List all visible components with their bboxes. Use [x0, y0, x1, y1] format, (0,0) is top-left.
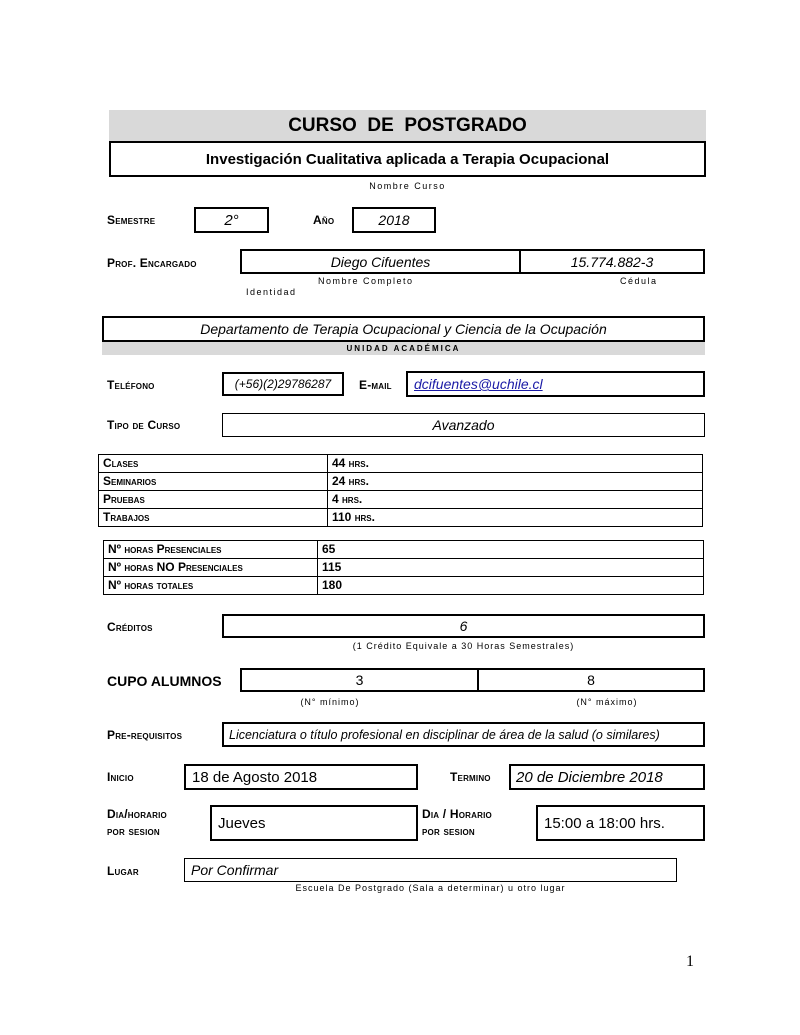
- place-caption: Escuela De Postgrado (Sala a determinar) u otro lugar: [295, 883, 566, 893]
- email-field[interactable]: [406, 371, 705, 397]
- credits-caption: (1 Crédito Equivale a 30 Horas Semestrales): [352, 641, 575, 651]
- professor-name-field[interactable]: Diego Cifuentes: [240, 249, 521, 274]
- professor-identity-caption: Identidad: [246, 287, 297, 297]
- quota-max-caption: (N° máximo): [576, 697, 638, 707]
- end-field[interactable]: 20 de Diciembre 2018: [509, 764, 705, 790]
- end-label: Termino: [450, 770, 491, 784]
- professor-name-caption: Nombre Completo: [318, 276, 414, 286]
- schedule2-label: [422, 806, 492, 840]
- row-value: 4 hrs.: [328, 491, 703, 509]
- professor-id-field[interactable]: 15.774.882-3: [519, 249, 705, 274]
- course-type-label: Tipo de Curso: [107, 418, 181, 432]
- hours-table: [98, 454, 703, 527]
- table-row: [99, 455, 703, 473]
- academic-unit-field[interactable]: Departamento de Terapia Ocupacional y Ciencia de la Ocupación: [102, 316, 705, 342]
- row-label: Seminarios: [99, 473, 328, 491]
- table-row: [99, 491, 703, 509]
- row-label: Nº horas NO Presenciales: [104, 559, 318, 577]
- place-field[interactable]: Por Confirmar: [184, 858, 677, 882]
- page-number: 1: [686, 953, 694, 970]
- row-value: 115: [318, 559, 704, 577]
- row-label: Trabajos: [99, 509, 328, 527]
- academic-unit-caption-band: [102, 342, 705, 355]
- row-value: 65: [318, 541, 704, 559]
- totals-table: [103, 540, 704, 595]
- email-link[interactable]: dcifuentes@uchile.cl: [414, 376, 543, 392]
- row-label: Clases: [99, 455, 328, 473]
- schedule2-label-line2: por sesion: [422, 824, 475, 838]
- semester-label: Semestre: [107, 213, 156, 227]
- row-label: Pruebas: [99, 491, 328, 509]
- semester-field[interactable]: 2°: [194, 207, 269, 233]
- quota-min-caption: (N° mínimo): [300, 697, 360, 707]
- phone-label: Teléfono: [107, 378, 155, 392]
- year-field[interactable]: 2018: [352, 207, 436, 233]
- page-title: CURSO DE POSTGRADO: [288, 114, 527, 136]
- course-type-field[interactable]: Avanzado: [222, 413, 705, 437]
- place-label: Lugar: [107, 864, 139, 878]
- prerequisites-label: Pre-requisitos: [107, 728, 183, 742]
- quota-min-field[interactable]: 3: [240, 668, 479, 692]
- row-value: 24 hrs.: [328, 473, 703, 491]
- table-row: [104, 559, 704, 577]
- schedule2-label-line1: Dia / Horario: [422, 807, 492, 821]
- table-row: [104, 541, 704, 559]
- professor-label: Prof. Encargado: [107, 256, 197, 270]
- schedule1-field[interactable]: Jueves: [210, 805, 418, 841]
- start-label: Inicio: [107, 770, 134, 784]
- row-label: Nº horas Presenciales: [104, 541, 318, 559]
- row-label: Nº horas totales: [104, 577, 318, 595]
- quota-max-field[interactable]: 8: [477, 668, 705, 692]
- table-row: [99, 473, 703, 491]
- schedule1-label-line2: por sesion: [107, 824, 160, 838]
- prerequisites-field[interactable]: Licenciatura o título profesional en disciplinar de área de la salud (o similares): [222, 722, 705, 747]
- academic-unit-caption: UNIDAD ACADÉMICA: [346, 344, 461, 353]
- schedule1-label-line1: Dia/horario: [107, 807, 167, 821]
- year-label: Año: [313, 213, 335, 227]
- phone-field[interactable]: (+56)(2)29786287: [222, 372, 344, 396]
- table-row: [99, 509, 703, 527]
- professor-id-caption: Cédula: [620, 276, 658, 286]
- credits-label: Créditos: [107, 620, 153, 634]
- page-title-band: [109, 110, 706, 141]
- course-name-value: Investigación Cualitativa aplicada a Terapia Ocupacional: [205, 150, 610, 168]
- row-value: 44 hrs.: [328, 455, 703, 473]
- table-row: [104, 577, 704, 595]
- schedule2-field[interactable]: 15:00 a 18:00 hrs.: [536, 805, 705, 841]
- quota-label: CUPO ALUMNOS: [107, 673, 222, 689]
- credits-field[interactable]: 6: [222, 614, 705, 638]
- row-value: 180: [318, 577, 704, 595]
- course-name-field[interactable]: [109, 141, 706, 177]
- row-value: 110 hrs.: [328, 509, 703, 527]
- schedule1-label: [107, 806, 167, 840]
- course-name-caption: Nombre Curso: [369, 181, 446, 191]
- start-field[interactable]: 18 de Agosto 2018: [184, 764, 418, 790]
- email-label: E-mail: [359, 378, 392, 392]
